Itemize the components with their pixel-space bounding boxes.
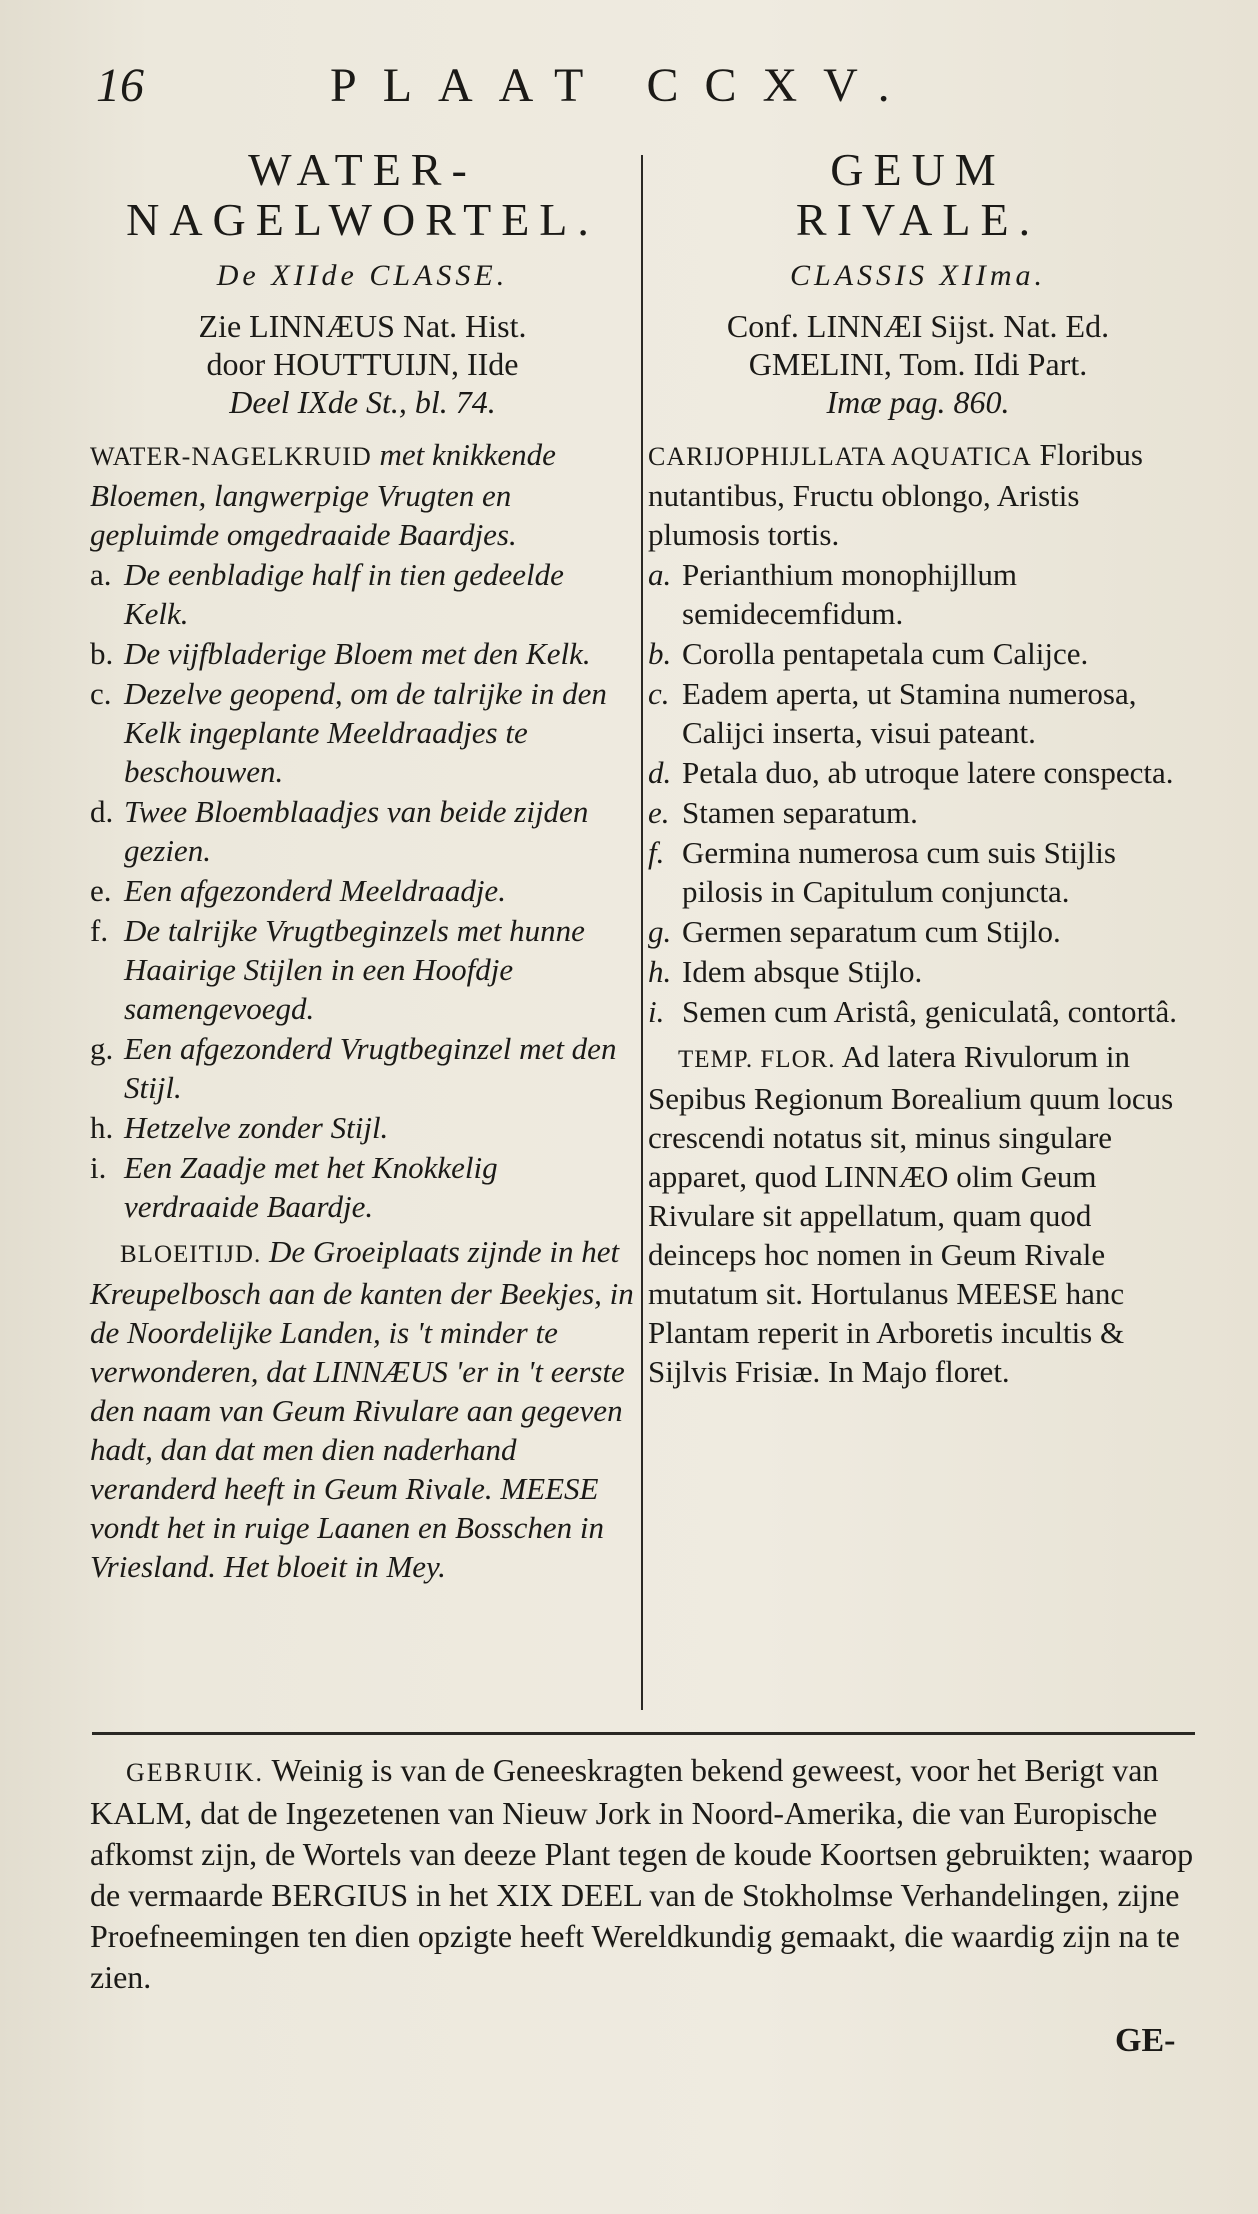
list-item — [90, 555, 635, 633]
latin-column — [648, 145, 1188, 1391]
plate-title: PLAAT CCXV. — [330, 59, 916, 112]
latin-class: CLASSIS XIIma. — [790, 259, 1046, 292]
latin-flowering-lead: TEMP. FLOR. — [678, 1046, 836, 1073]
list-item — [90, 792, 635, 870]
item-text: Germina numerosa cum suis Stijlis pilosis in Capitulum conjuncta. — [682, 835, 1116, 909]
catchword: GE- — [1115, 2022, 1176, 2059]
list-item — [90, 1029, 635, 1107]
dutch-reference — [90, 307, 635, 421]
column-divider — [641, 155, 643, 1710]
latin-description-lead: CARIJOPHIJLLATA AQUATICA — [648, 442, 1032, 471]
item-text: De talrijke Vrugtbeginzels met hunne Haairige Stijlen in een Hoofdje samengevoegd. — [124, 913, 585, 1026]
latin-title-line-1: GEUM — [830, 144, 1006, 195]
item-text: Eadem aperta, ut Stamina numerosa, Calijci inserta, visui pateant. — [682, 676, 1137, 750]
list-item — [648, 753, 1188, 792]
dutch-reference-line-1: Zie LINNÆUS Nat. Hist. — [198, 308, 527, 344]
list-item — [648, 912, 1188, 951]
item-marker: d. — [648, 755, 672, 790]
item-text: Hetzelve zonder Stijl. — [124, 1110, 389, 1145]
item-marker: e. — [648, 795, 670, 830]
dutch-reference-line-3: Deel IXde St., bl. 74. — [229, 384, 496, 420]
dutch-flowering-paragraph — [90, 1232, 635, 1586]
item-marker: h. — [648, 954, 672, 989]
item-marker: f. — [90, 913, 109, 948]
list-item — [648, 992, 1188, 1031]
item-marker: g. — [90, 1031, 114, 1066]
list-item — [648, 833, 1188, 911]
latin-description-text: Floribus nutantibus, Fructu oblongo, Aristis plumosis tortis. — [648, 437, 1143, 552]
list-item — [648, 674, 1188, 752]
latin-reference — [648, 307, 1188, 421]
item-text: Petala duo, ab utroque latere conspecta. — [682, 755, 1174, 790]
item-marker: a. — [90, 557, 112, 592]
horizontal-rule — [92, 1732, 1195, 1735]
item-marker: e. — [90, 873, 112, 908]
list-item — [90, 634, 635, 673]
dutch-description — [90, 435, 635, 554]
item-text: Perianthium monophijllum semidecemfidum. — [682, 557, 1017, 631]
page-number: 16 — [96, 59, 144, 112]
list-item — [90, 871, 635, 910]
dutch-description-text: met knikkende Bloemen, langwerpige Vrugten en gepluimde omgedraaide Baardjes. — [90, 437, 556, 552]
item-marker: c. — [90, 676, 112, 711]
item-text: De eenbladige half in tien gedeelde Kelk. — [124, 557, 564, 631]
item-marker: g. — [648, 914, 672, 949]
dutch-column — [90, 145, 635, 1586]
latin-reference-line-3: Imæ pag. 860. — [826, 384, 1010, 420]
list-item — [648, 634, 1188, 673]
item-marker: c. — [648, 676, 670, 711]
item-marker: i. — [90, 1150, 107, 1185]
list-item — [90, 1108, 635, 1147]
latin-title-line-2: RIVALE. — [795, 194, 1041, 245]
item-marker: f. — [648, 835, 665, 870]
item-marker: b. — [648, 636, 672, 671]
list-item — [90, 911, 635, 1028]
item-text: Een afgezonderd Meeldraadje. — [124, 873, 506, 908]
dutch-reference-line-2: door HOUTTUIJN, IIde — [206, 346, 519, 382]
dutch-class: De XIIde CLASSE. — [216, 259, 509, 292]
list-item — [648, 793, 1188, 832]
item-text: De vijfbladerige Bloem met den Kelk. — [124, 636, 591, 671]
usage-lead: GEBRUIK. — [126, 1758, 265, 1787]
latin-reference-line-2: GMELINI, Tom. IIdi Part. — [748, 346, 1088, 382]
dutch-title-line-2: NAGELWORTEL. — [126, 194, 599, 245]
latin-flowering-paragraph — [648, 1037, 1188, 1391]
list-item — [648, 555, 1188, 633]
item-text: Twee Bloemblaadjes van beide zijden gezien. — [124, 794, 589, 868]
item-text: Dezelve geopend, om de talrijke in den Kelk ingeplante Meeldraadjes te beschouwen. — [124, 676, 607, 789]
item-marker: i. — [648, 994, 665, 1029]
item-text: Een Zaadje met het Knokkelig verdraaide Baardje. — [124, 1150, 498, 1224]
usage-paragraph — [90, 1750, 1195, 1998]
item-text: Een afgezonderd Vrugtbeginzel met den Stijl. — [124, 1031, 617, 1105]
item-text: Idem absque Stijlo. — [682, 954, 923, 989]
dutch-title — [90, 145, 635, 245]
latin-flowering-text: Ad latera Rivulorum in Sepibus Regionum Borealium quum locus crescendi notatus sit, minus singulare apparet, quod LINNÆO olim Geum Rivulare sit appellatum, quam quod deinceps hoc nomen in Geum Rivale mutatum sit. Hortulanus MEESE hanc Plantam reperit in Arboretis incultis & Sijlvis Frisiæ. In Majo floret. — [648, 1039, 1174, 1389]
dutch-flowering-text: De Groeiplaats zijnde in het Kreupelbosch aan de kanten der Beekjes, in de Noordelijke Landen, is 't minder te verwonderen, dat LINNÆUS 'er in 't eerste den naam van Geum Rivulare aan gegeven hadt, dan dat men dien naderhand veranderd heeft in Geum Rivale. MEESE vondt het in ruige Laanen en Bosschen in Vriesland. Het bloeit in Mey. — [90, 1234, 634, 1584]
item-marker: b. — [90, 636, 114, 671]
dutch-description-lead: WATER-NAGELKRUID — [90, 442, 372, 471]
usage-text: Weinig is van de Geneeskragten bekend geweest, voor het Berigt van KALM, dat de Ingezetenen van Nieuw Jork in Noord-Amerika, die van Europische afkomst zijn, de Wortels van deeze Plant tegen de koude Koortsen gebruikten; waarop de vermaarde BERGIUS in het XIX DEEL van de Stokholmse Verhandelingen, zijne Proefneemingen ten dien opzigte heeft Wereldkundig gemaakt, die waardig zijn na te zien. — [90, 1752, 1194, 1995]
latin-description — [648, 435, 1188, 554]
item-marker: d. — [90, 794, 114, 829]
item-text: Semen cum Aristâ, geniculatâ, contortâ. — [682, 994, 1177, 1029]
dutch-flowering-lead: BLOEITIJD. — [120, 1241, 262, 1268]
dutch-title-line-1: WATER- — [248, 144, 477, 195]
item-text: Corolla pentapetala cum Calijce. — [682, 636, 1089, 671]
latin-figure-list — [648, 555, 1188, 1031]
item-marker: h. — [90, 1110, 114, 1145]
latin-reference-line-1: Conf. LINNÆI Sijst. Nat. Ed. — [726, 308, 1110, 344]
list-item — [90, 674, 635, 791]
dutch-figure-list — [90, 555, 635, 1226]
item-text: Germen separatum cum Stijlo. — [682, 914, 1061, 949]
list-item — [90, 1148, 635, 1226]
list-item — [648, 952, 1188, 991]
item-text: Stamen separatum. — [682, 795, 918, 830]
item-marker: a. — [648, 557, 672, 592]
page-header — [90, 58, 1200, 118]
latin-title — [648, 145, 1188, 245]
